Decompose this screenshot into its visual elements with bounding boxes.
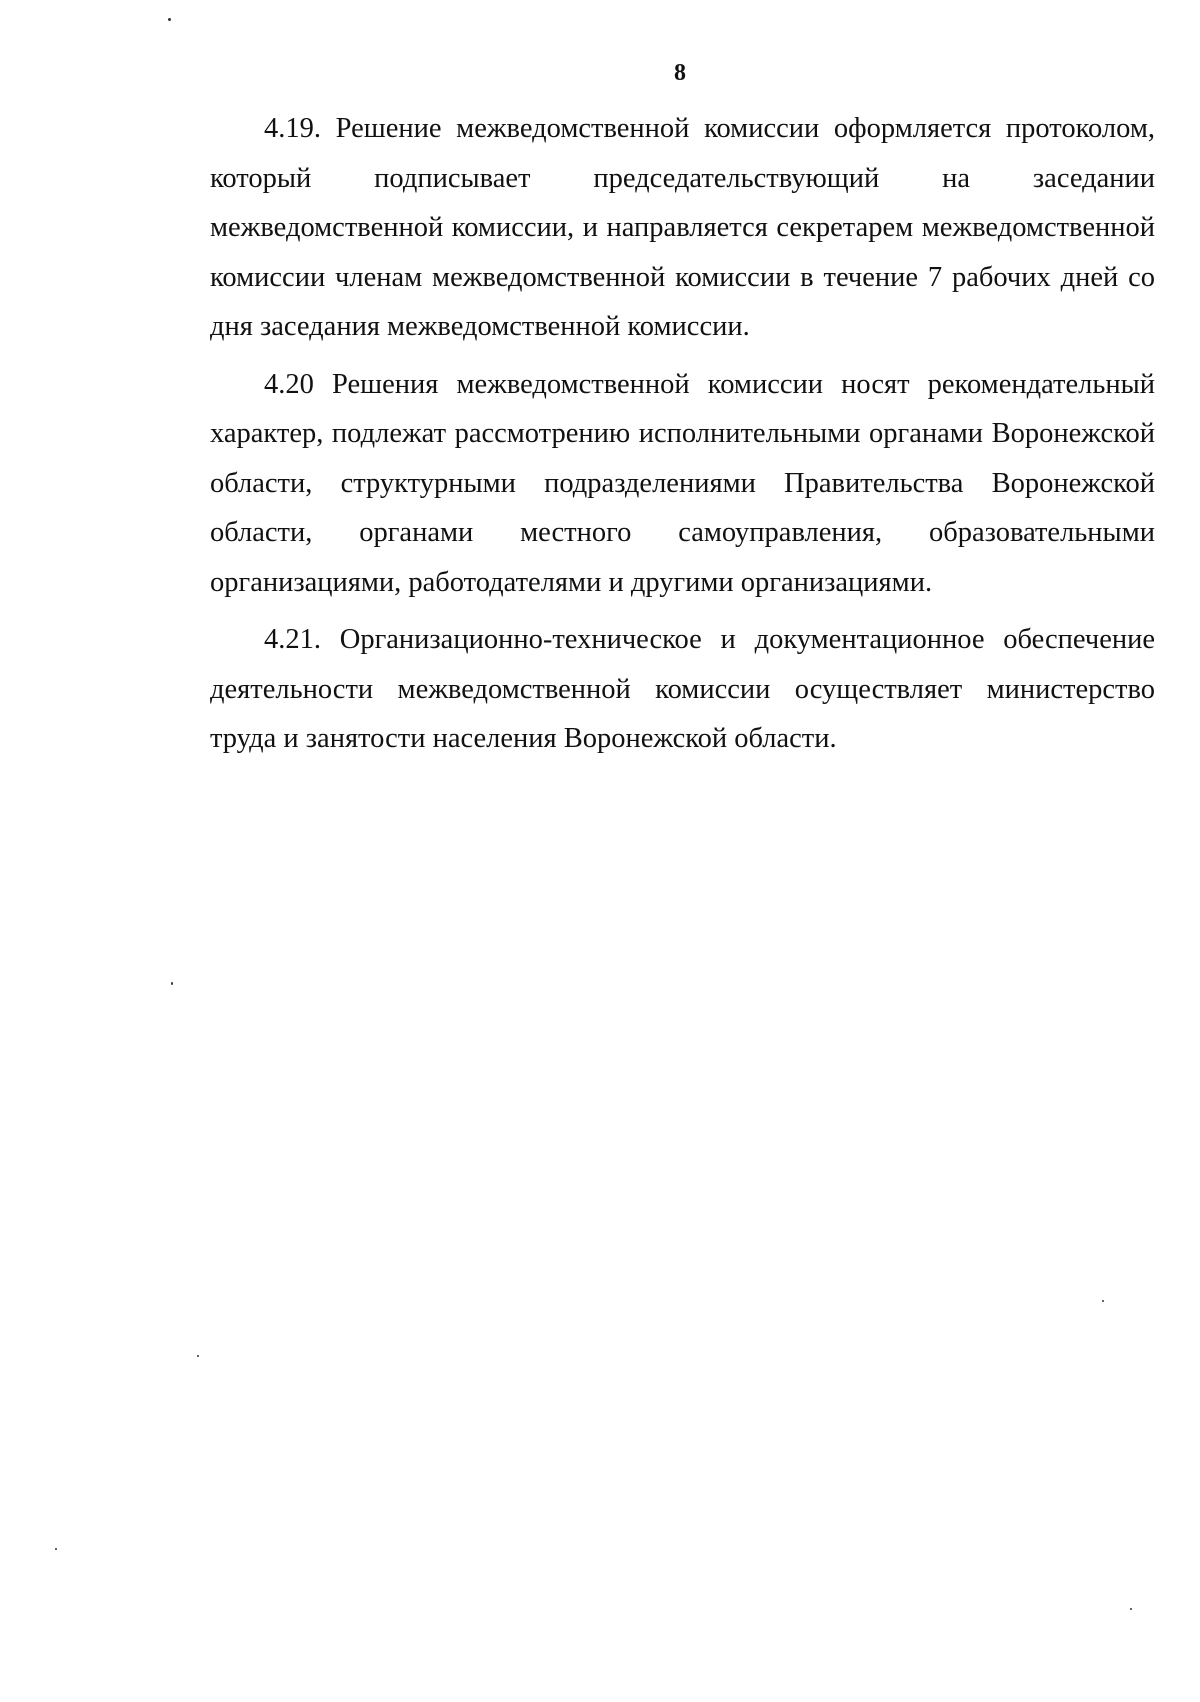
scan-speck	[168, 18, 171, 21]
paragraph-4-19: 4.19. Решение межведомственной комиссии оформляется протоколом, который подписывает председательствующий на заседании межведомственной комиссии, и направляется секретарем межведомственной комиссии членам межведомственной комиссии в течение 7 рабочих дней со дня заседания межведомственной комиссии.	[210, 113, 1155, 342]
page-number: 8	[674, 60, 686, 86]
paragraph-4-21: 4.21. Организационно-техническое и документационное обеспечение деятельности межведомственной комиссии осуществляет министерство труда и занятости населения Воронежской области.	[210, 624, 1155, 754]
scan-speck	[1102, 1300, 1104, 1302]
scan-speck	[1130, 1608, 1132, 1610]
document-body	[210, 104, 1155, 772]
scan-speck	[197, 1355, 199, 1357]
scan-speck	[55, 1548, 57, 1550]
paragraph-4-20: 4.20 Решения межведомственной комиссии носят рекомендательный характер, подлежат рассмотрению исполнительными органами Воронежской области, структурными подразделениями Правительства Воронежской области, органами местного самоуправления, образовательными организациями, работодателями и другими организациями.	[210, 368, 1155, 598]
scan-speck	[171, 982, 173, 985]
